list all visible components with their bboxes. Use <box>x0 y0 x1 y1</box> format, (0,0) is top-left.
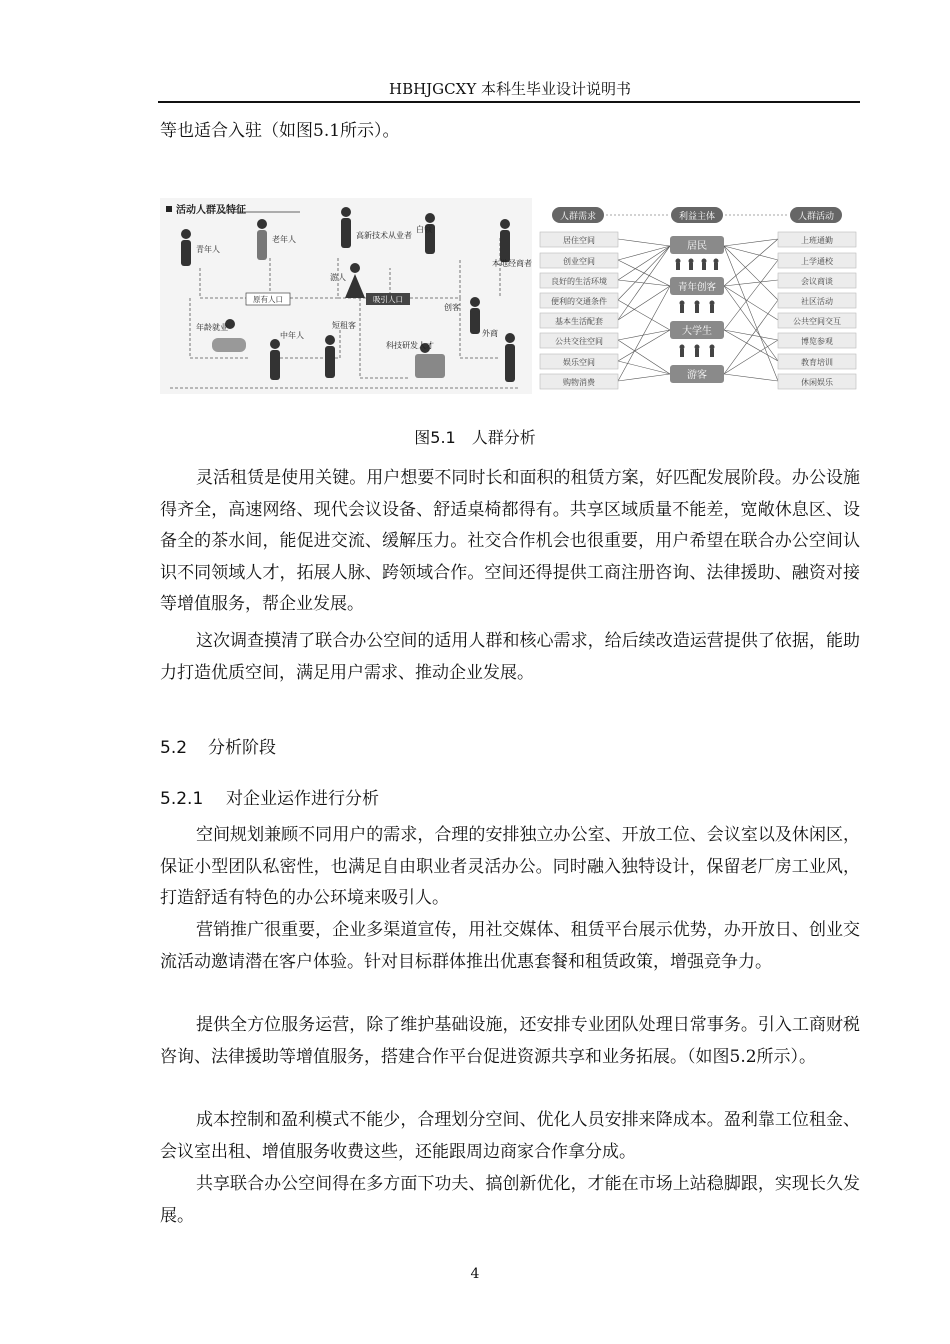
tag-label: 游人 <box>330 273 346 282</box>
activities-header: 人群活动 <box>797 212 835 222</box>
left-panel-title: 活动人群及特征 <box>176 205 246 216</box>
person-icon <box>500 219 510 262</box>
tag-label: 创客 <box>444 303 460 312</box>
paragraph-5: 提供全方位服务运营，除了维护基础设施，还安排专业团队处理日常事务。引入工商财税咨询、法律援助等增值服务，搭建合作平台促进资源共享和业务拓展。（如图5.2所示）。 <box>160 1015 860 1067</box>
paragraph-6: 成本控制和盈利模式不能少，合理划分空间、优化人员安排来降成本。盈利靠工位租金、会议室出租、增值服务收费这些，还能跟周边商家合作拿分成。 <box>160 1110 860 1162</box>
activity-item: 会议商谈 <box>801 277 833 286</box>
needs-list <box>540 232 618 389</box>
resident-figures-icon <box>676 259 719 271</box>
tag-label: 科技研发人才 <box>386 341 434 350</box>
needs-header: 人群需求 <box>559 212 597 222</box>
section-heading <box>160 733 276 758</box>
subsection-heading <box>160 784 379 809</box>
need-item: 购物消费 <box>563 378 595 387</box>
stakeholder-item: 游客 <box>687 370 707 381</box>
activity-item: 社区活动 <box>801 297 833 306</box>
activity-item: 教育培训 <box>801 358 833 367</box>
need-item: 居住空间 <box>563 236 595 245</box>
page-number: 4 <box>470 1266 480 1282</box>
subsection-number: 5.2.1 <box>160 789 204 809</box>
intro-line: 等也适合入驻（如图5.1所示）。 <box>160 121 400 141</box>
activity-item: 上班通勤 <box>801 236 833 245</box>
paragraph-2: 这次调查摸清了联合办公空间的适用人群和核心需求，给后续改造运营提供了依据，能助力打造优质空间，满足用户需求、推动企业发展。 <box>160 631 860 683</box>
person-icon <box>505 333 515 382</box>
paragraph-7: 共享联合办公空间得在多方面下功夫、搞创新优化，才能在市场上站稳脚跟，实现长久发展。 <box>160 1174 860 1226</box>
tag-label: 本地经商者 <box>492 259 532 268</box>
stakeholder-item: 大学生 <box>682 326 712 337</box>
tag-label: 白领 <box>416 225 432 234</box>
need-item: 创业空间 <box>563 257 595 266</box>
section-number: 5.2 <box>160 738 188 758</box>
header-rule <box>158 101 860 103</box>
paragraph-3: 空间规划兼顾不同用户的需求，合理的安排独立办公室、开放工位、会议室以及休闲区，保证小型团队私密性，也满足自由职业者灵活办公。同时融入独特设计，保留老厂房工业风，打造舒适有特色的办公环境来吸引人。 <box>160 825 860 908</box>
person-icon <box>270 339 280 380</box>
need-item: 便利的交通条件 <box>551 297 607 306</box>
activity-item: 公共空间交互 <box>793 317 841 326</box>
header-title: HBHJGCXY 本科生毕业设计说明书 <box>388 80 631 98</box>
attracted-population-label: 吸引人口 <box>373 295 403 304</box>
person-icon <box>257 219 267 260</box>
stakeholder-item: 青年创客 <box>677 282 717 293</box>
stakeholders-list <box>670 236 724 383</box>
tag-label: 年龄就业 <box>196 323 228 332</box>
person-icon <box>181 229 191 266</box>
person-icon <box>470 297 480 334</box>
need-item: 良好的生活环境 <box>551 277 607 286</box>
maker-figures-icon <box>680 301 715 314</box>
student-figures-icon <box>680 345 715 358</box>
right-panel <box>540 207 856 389</box>
need-item: 基本生活配套 <box>555 317 603 326</box>
paragraph-4: 营销推广很重要，企业多渠道宣传，用社交媒体、租赁平台展示优势，办开放日、创业交流活动邀请潜在客户体验。针对目标群体推出优惠套餐和租赁政策，增强竞争力。 <box>160 920 860 972</box>
section-title: 分析阶段 <box>208 738 276 758</box>
figure-graphic <box>160 198 870 398</box>
tag-label: 中年人 <box>280 331 304 340</box>
tag-label: 老年人 <box>272 235 296 244</box>
activity-item: 博览参观 <box>801 337 833 346</box>
tag-label: 短租客 <box>332 321 356 330</box>
figure-crowd-analysis <box>160 198 870 398</box>
activities-list <box>778 232 856 389</box>
need-item: 公共交往空间 <box>555 337 603 346</box>
person-icon <box>341 207 351 248</box>
stakeholder-header: 利益主体 <box>678 212 716 222</box>
tag-label: 外商 <box>482 329 498 338</box>
need-item: 娱乐空间 <box>563 358 595 367</box>
title-marker-icon <box>166 206 172 212</box>
activity-item: 上学通校 <box>801 257 833 266</box>
tag-label: 青年人 <box>196 245 220 254</box>
figure-caption: 图5.1 人群分析 <box>414 428 536 447</box>
person-icon <box>325 335 335 378</box>
original-population-label: 原有人口 <box>253 295 283 304</box>
stakeholder-item: 居民 <box>687 241 707 252</box>
paragraph-1: 灵活租赁是使用关键。用户想要不同时长和面积的租赁方案，好匹配发展阶段。办公设施得齐全，高速网络、现代会议设备、舒适桌椅都得有。共享区域质量不能差，宽敞休息区、设备全的茶水间，能促进交流、缓解压力。社交合作机会也很重要，用户希望在联合办公空间认识不同领域人才，拓展人脉、跨领域合作。空间还得提供工商注册咨询、法律援助、融资对接等增值服务，帮企业发展。 <box>160 468 860 614</box>
activity-item: 休闲娱乐 <box>801 378 833 387</box>
subsection-title: 对企业运作进行分析 <box>226 789 379 809</box>
tag-label: 高新技术从业者 <box>356 231 412 240</box>
